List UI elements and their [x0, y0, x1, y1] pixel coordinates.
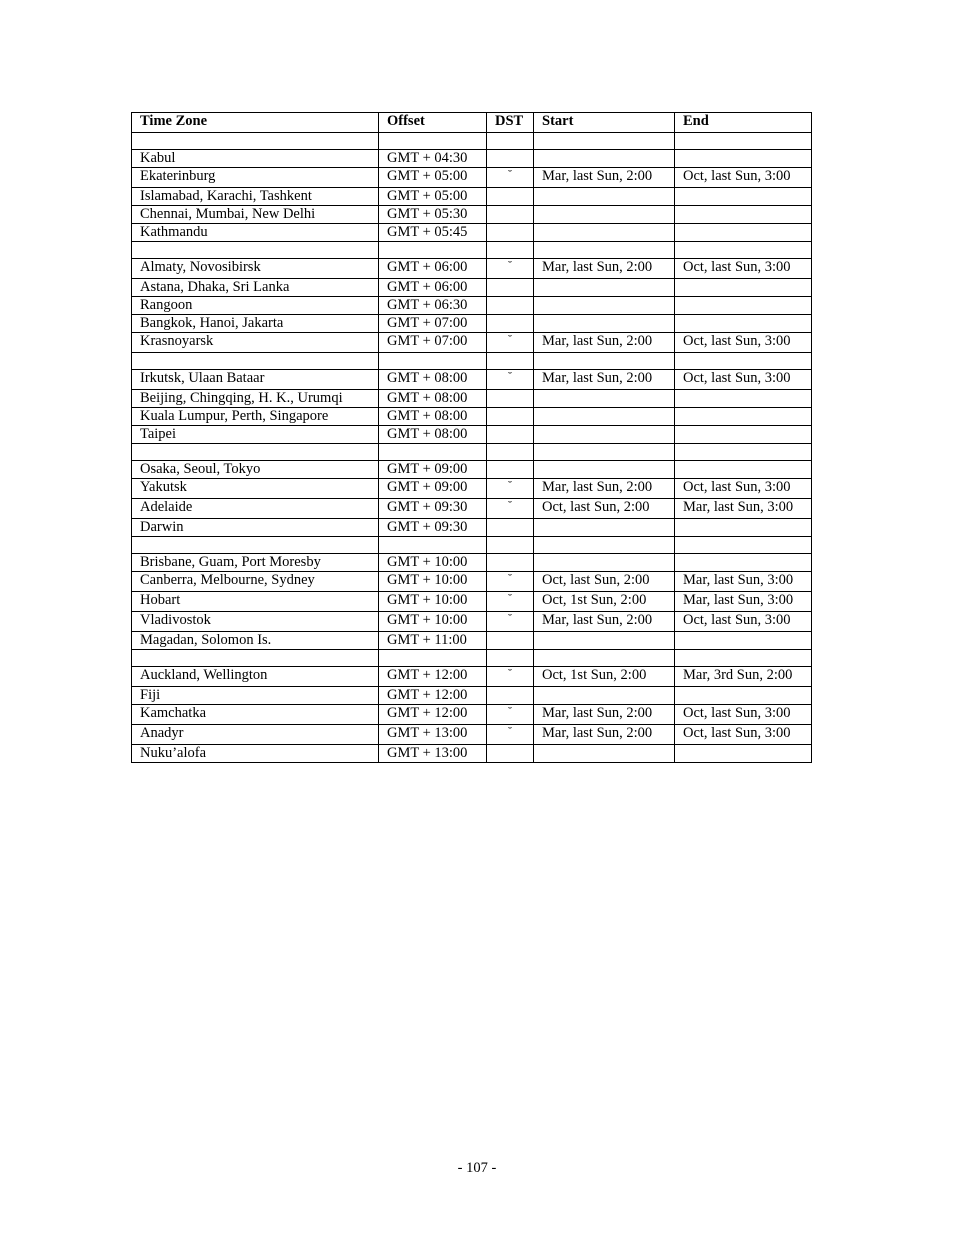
table-spacer-row: [132, 650, 812, 667]
cell-dst: [487, 745, 534, 763]
cell-end: [675, 444, 812, 461]
cell-dst: [487, 554, 534, 572]
cell-start: Oct, 1st Sun, 2:00: [534, 667, 675, 687]
cell-time-zone: Astana, Dhaka, Sri Lanka: [132, 279, 379, 297]
cell-dst: [487, 150, 534, 168]
table-row: [132, 461, 812, 479]
cell-offset: GMT + 13:00: [379, 745, 487, 763]
page-number: - 107 -: [457, 1160, 497, 1176]
cell-offset: GMT + 08:00: [379, 426, 487, 444]
cell-start: Oct, last Sun, 2:00: [534, 499, 675, 519]
table-row: [132, 370, 812, 390]
cell-start: Mar, last Sun, 2:00: [534, 705, 675, 725]
cell-start: [534, 206, 675, 224]
cell-dst: [487, 537, 534, 554]
cell-end: [675, 297, 812, 315]
cell-offset: GMT + 08:00: [379, 408, 487, 426]
cell-start: Mar, last Sun, 2:00: [534, 259, 675, 279]
table-row: [132, 499, 812, 519]
cell-time-zone: Osaka, Seoul, Tokyo: [132, 461, 379, 479]
table-row: [132, 426, 812, 444]
table-body: [132, 133, 812, 763]
cell-start: [534, 554, 675, 572]
cell-offset: GMT + 09:00: [379, 479, 487, 499]
cell-end: [675, 206, 812, 224]
cell-offset: GMT + 04:30: [379, 150, 487, 168]
cell-end: Mar, last Sun, 3:00: [675, 592, 812, 612]
cell-start: Oct, last Sun, 2:00: [534, 572, 675, 592]
table-row: [132, 745, 812, 763]
cell-start: [534, 408, 675, 426]
table-row: [132, 188, 812, 206]
cell-start: [534, 745, 675, 763]
header-offset: Offset: [379, 113, 487, 133]
table-header-row: [132, 113, 812, 133]
table-row: [132, 705, 812, 725]
cell-end: [675, 554, 812, 572]
cell-end: Mar, last Sun, 3:00: [675, 499, 812, 519]
cell-dst: ˘: [487, 705, 534, 725]
table-row: [132, 390, 812, 408]
cell-end: Oct, last Sun, 3:00: [675, 479, 812, 499]
cell-offset: GMT + 09:00: [379, 461, 487, 479]
cell-offset: GMT + 12:00: [379, 687, 487, 705]
cell-offset: [379, 133, 487, 150]
cell-end: [675, 519, 812, 537]
cell-start: Mar, last Sun, 2:00: [534, 168, 675, 188]
cell-dst: ˘: [487, 667, 534, 687]
table-row: [132, 259, 812, 279]
cell-time-zone: [132, 444, 379, 461]
cell-dst: [487, 632, 534, 650]
cell-end: Oct, last Sun, 3:00: [675, 370, 812, 390]
header-end: End: [675, 113, 812, 133]
cell-start: [534, 297, 675, 315]
table-row: [132, 297, 812, 315]
table-spacer-row: [132, 537, 812, 554]
cell-offset: [379, 650, 487, 667]
cell-end: [675, 461, 812, 479]
cell-dst: ˘: [487, 168, 534, 188]
cell-dst: [487, 279, 534, 297]
cell-start: [534, 426, 675, 444]
cell-offset: GMT + 12:00: [379, 705, 487, 725]
cell-time-zone: Adelaide: [132, 499, 379, 519]
cell-end: [675, 224, 812, 242]
cell-start: Mar, last Sun, 2:00: [534, 333, 675, 353]
cell-end: Oct, last Sun, 3:00: [675, 168, 812, 188]
cell-end: [675, 242, 812, 259]
cell-start: Mar, last Sun, 2:00: [534, 479, 675, 499]
cell-offset: GMT + 11:00: [379, 632, 487, 650]
cell-time-zone: [132, 650, 379, 667]
cell-time-zone: Vladivostok: [132, 612, 379, 632]
cell-time-zone: Kamchatka: [132, 705, 379, 725]
cell-dst: [487, 650, 534, 667]
cell-offset: GMT + 13:00: [379, 725, 487, 745]
cell-start: Mar, last Sun, 2:00: [534, 725, 675, 745]
cell-end: [675, 150, 812, 168]
cell-dst: ˘: [487, 612, 534, 632]
cell-start: [534, 650, 675, 667]
cell-end: [675, 650, 812, 667]
cell-dst: [487, 188, 534, 206]
cell-dst: [487, 408, 534, 426]
cell-end: Mar, last Sun, 3:00: [675, 572, 812, 592]
cell-time-zone: Darwin: [132, 519, 379, 537]
cell-start: [534, 687, 675, 705]
cell-dst: [487, 133, 534, 150]
cell-time-zone: Yakutsk: [132, 479, 379, 499]
cell-offset: GMT + 10:00: [379, 592, 487, 612]
cell-offset: GMT + 05:30: [379, 206, 487, 224]
cell-time-zone: Taipei: [132, 426, 379, 444]
cell-time-zone: Magadan, Solomon Is.: [132, 632, 379, 650]
table-row: [132, 150, 812, 168]
cell-time-zone: Krasnoyarsk: [132, 333, 379, 353]
cell-start: Mar, last Sun, 2:00: [534, 612, 675, 632]
cell-end: [675, 133, 812, 150]
cell-start: [534, 242, 675, 259]
table-row: [132, 168, 812, 188]
cell-start: [534, 353, 675, 370]
cell-start: [534, 133, 675, 150]
cell-end: Oct, last Sun, 3:00: [675, 725, 812, 745]
cell-dst: [487, 461, 534, 479]
cell-dst: ˘: [487, 499, 534, 519]
cell-end: Mar, 3rd Sun, 2:00: [675, 667, 812, 687]
cell-time-zone: Fiji: [132, 687, 379, 705]
cell-offset: [379, 444, 487, 461]
cell-offset: GMT + 07:00: [379, 333, 487, 353]
cell-offset: GMT + 09:30: [379, 499, 487, 519]
cell-time-zone: Nuku’alofa: [132, 745, 379, 763]
cell-time-zone: [132, 537, 379, 554]
header-time-zone: Time Zone: [132, 113, 379, 133]
time-zone-table: [131, 112, 812, 763]
table-row: [132, 224, 812, 242]
cell-time-zone: Almaty, Novosibirsk: [132, 259, 379, 279]
cell-dst: [487, 353, 534, 370]
cell-dst: [487, 224, 534, 242]
cell-end: Oct, last Sun, 3:00: [675, 333, 812, 353]
cell-offset: GMT + 05:45: [379, 224, 487, 242]
cell-time-zone: Brisbane, Guam, Port Moresby: [132, 554, 379, 572]
cell-end: Oct, last Sun, 3:00: [675, 705, 812, 725]
table-row: [132, 554, 812, 572]
cell-start: [534, 519, 675, 537]
table-row: [132, 279, 812, 297]
cell-time-zone: Rangoon: [132, 297, 379, 315]
cell-time-zone: Kathmandu: [132, 224, 379, 242]
cell-time-zone: [132, 242, 379, 259]
cell-time-zone: Canberra, Melbourne, Sydney: [132, 572, 379, 592]
header-dst: DST: [487, 113, 534, 133]
cell-start: [534, 188, 675, 206]
cell-offset: GMT + 09:30: [379, 519, 487, 537]
cell-time-zone: [132, 133, 379, 150]
cell-dst: [487, 687, 534, 705]
cell-start: [534, 461, 675, 479]
cell-dst: ˘: [487, 259, 534, 279]
cell-time-zone: Beijing, Chingqing, H. K., Urumqi: [132, 390, 379, 408]
table-row: [132, 592, 812, 612]
cell-dst: ˘: [487, 333, 534, 353]
cell-time-zone: Anadyr: [132, 725, 379, 745]
table-row: [132, 612, 812, 632]
table-row: [132, 315, 812, 333]
cell-dst: [487, 242, 534, 259]
cell-end: [675, 390, 812, 408]
table-row: [132, 572, 812, 592]
cell-end: [675, 426, 812, 444]
cell-dst: [487, 390, 534, 408]
cell-offset: GMT + 10:00: [379, 554, 487, 572]
cell-end: [675, 687, 812, 705]
cell-end: [675, 188, 812, 206]
header-start: Start: [534, 113, 675, 133]
cell-start: [534, 315, 675, 333]
cell-time-zone: Chennai, Mumbai, New Delhi: [132, 206, 379, 224]
cell-time-zone: Kuala Lumpur, Perth, Singapore: [132, 408, 379, 426]
cell-end: Oct, last Sun, 3:00: [675, 612, 812, 632]
cell-time-zone: Irkutsk, Ulaan Bataar: [132, 370, 379, 390]
cell-start: [534, 279, 675, 297]
cell-offset: [379, 537, 487, 554]
cell-end: [675, 632, 812, 650]
table-row: [132, 667, 812, 687]
cell-offset: GMT + 10:00: [379, 572, 487, 592]
table-spacer-row: [132, 444, 812, 461]
table-row: [132, 333, 812, 353]
cell-dst: [487, 426, 534, 444]
cell-offset: [379, 242, 487, 259]
cell-offset: GMT + 05:00: [379, 188, 487, 206]
cell-offset: [379, 353, 487, 370]
cell-dst: [487, 206, 534, 224]
cell-start: [534, 632, 675, 650]
table-row: [132, 408, 812, 426]
cell-start: [534, 537, 675, 554]
cell-time-zone: Ekaterinburg: [132, 168, 379, 188]
cell-dst: ˘: [487, 479, 534, 499]
cell-time-zone: [132, 353, 379, 370]
cell-dst: ˘: [487, 592, 534, 612]
cell-time-zone: Hobart: [132, 592, 379, 612]
cell-dst: [487, 444, 534, 461]
table-row: [132, 519, 812, 537]
cell-time-zone: Kabul: [132, 150, 379, 168]
cell-dst: [487, 315, 534, 333]
table-spacer-row: [132, 133, 812, 150]
cell-start: [534, 390, 675, 408]
cell-end: [675, 279, 812, 297]
table-spacer-row: [132, 242, 812, 259]
cell-time-zone: Bangkok, Hanoi, Jakarta: [132, 315, 379, 333]
table-spacer-row: [132, 353, 812, 370]
cell-offset: GMT + 08:00: [379, 390, 487, 408]
cell-offset: GMT + 10:00: [379, 612, 487, 632]
cell-offset: GMT + 05:00: [379, 168, 487, 188]
cell-offset: GMT + 08:00: [379, 370, 487, 390]
cell-start: [534, 224, 675, 242]
cell-offset: GMT + 06:00: [379, 259, 487, 279]
cell-offset: GMT + 12:00: [379, 667, 487, 687]
cell-start: [534, 150, 675, 168]
cell-end: [675, 408, 812, 426]
cell-dst: ˘: [487, 572, 534, 592]
cell-dst: [487, 519, 534, 537]
cell-dst: ˘: [487, 725, 534, 745]
cell-offset: GMT + 06:00: [379, 279, 487, 297]
cell-end: [675, 745, 812, 763]
cell-end: [675, 537, 812, 554]
table-row: [132, 725, 812, 745]
cell-offset: GMT + 06:30: [379, 297, 487, 315]
cell-start: Oct, 1st Sun, 2:00: [534, 592, 675, 612]
cell-offset: GMT + 07:00: [379, 315, 487, 333]
cell-start: Mar, last Sun, 2:00: [534, 370, 675, 390]
table-row: [132, 206, 812, 224]
cell-time-zone: Auckland, Wellington: [132, 667, 379, 687]
cell-end: [675, 353, 812, 370]
cell-dst: [487, 297, 534, 315]
cell-start: [534, 444, 675, 461]
table-row: [132, 632, 812, 650]
cell-end: Oct, last Sun, 3:00: [675, 259, 812, 279]
table-row: [132, 687, 812, 705]
table-row: [132, 479, 812, 499]
cell-dst: ˘: [487, 370, 534, 390]
cell-end: [675, 315, 812, 333]
cell-time-zone: Islamabad, Karachi, Tashkent: [132, 188, 379, 206]
